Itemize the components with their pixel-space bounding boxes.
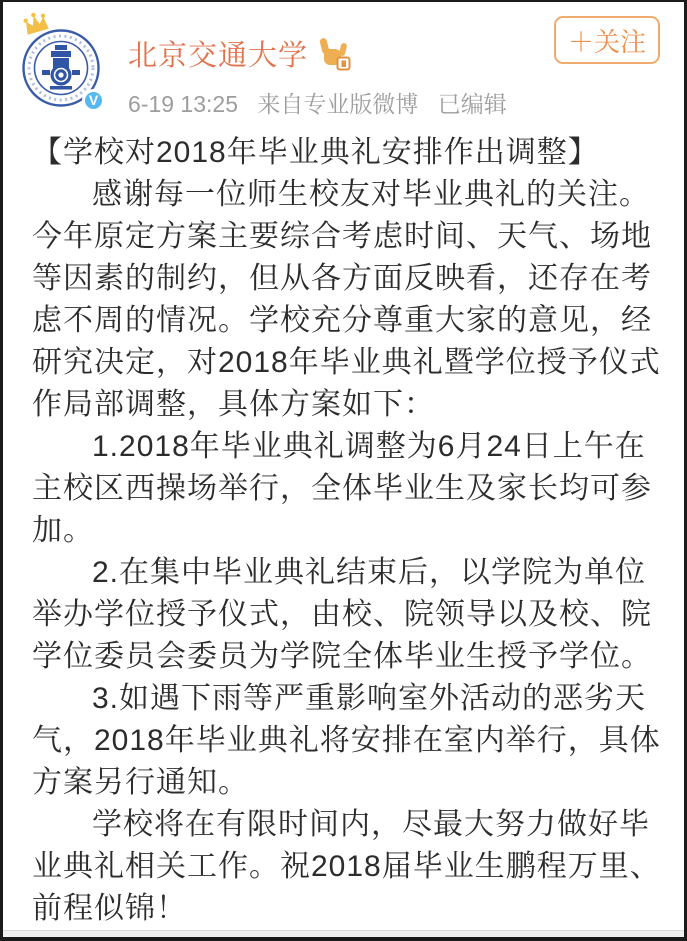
post-header — [3, 2, 684, 119]
post-card — [3, 2, 684, 930]
follow-button[interactable]: ＋关注 — [554, 16, 660, 64]
timestamp: 6-19 13:25 — [128, 91, 238, 117]
post-paragraph — [32, 132, 664, 174]
post-text-line: 【学校对2018年毕业典礼安排作出调整】 — [32, 136, 599, 169]
post-text-line: 业典礼相关工作。祝2018届毕业生鹏程万里、 — [32, 850, 661, 883]
post-text-line: 2.在集中毕业典礼结束后，以学院为单位 — [92, 556, 647, 589]
post-text-line: 方案另行通知。 — [32, 766, 249, 799]
post-text-line: 气，2018年毕业典礼将安排在室内举行，具体 — [32, 724, 661, 757]
post-text-line: 加。 — [32, 514, 94, 547]
edited-label[interactable]: 已编辑 — [437, 91, 507, 117]
avatar[interactable] — [21, 28, 101, 108]
post-text-line: 感谢每一位师生校友对毕业典礼的关注。 — [92, 178, 650, 211]
post-paragraph — [32, 804, 664, 930]
source-label: 来自专业版微博 — [257, 91, 419, 117]
vip-member-hand-icon — [317, 37, 351, 73]
verified-badge-icon: V — [82, 89, 105, 112]
header-text-block — [128, 28, 507, 119]
post-text-line: 等因素的制约，但从各方面反映看，还存在考 — [32, 262, 652, 295]
post-text-line: 虑不周的情况。学校充分尊重大家的意见，经 — [32, 304, 652, 337]
post-paragraph — [32, 678, 664, 804]
post-text-line: 研究决定，对2018年毕业典礼暨学位授予仪式 — [32, 346, 661, 379]
next-card-edge — [3, 930, 684, 941]
post-text-line: 作局部调整，具体方案如下： — [32, 388, 435, 421]
post-content — [3, 119, 684, 930]
post-text-line: 举办学位授予仪式，由校、院领导以及校、院 — [32, 598, 652, 631]
post-text-line: 1.2018年毕业典礼调整为6月24日上午在 — [92, 430, 646, 463]
post-text-line: 学位委员会委员为学院全体毕业生授予学位。 — [32, 640, 652, 673]
username[interactable]: 北京交通大学 — [128, 40, 309, 72]
post-text-line: 学校将在有限时间内，尽最大努力做好毕 — [92, 808, 650, 841]
post-text-line: 前程似锦！ — [32, 892, 187, 925]
post-text-line: 3.如遇下雨等严重影响室外活动的恶劣天 — [92, 682, 647, 715]
post-meta — [128, 86, 507, 119]
post-paragraph — [32, 426, 664, 552]
post-text-line: 主校区西操场举行，全体毕业生及家长均可参 — [32, 472, 652, 505]
post-paragraph — [32, 174, 664, 426]
post-paragraph — [32, 552, 664, 678]
post-text-line: 今年原定方案主要综合考虑时间、天气、场地 — [32, 220, 652, 253]
